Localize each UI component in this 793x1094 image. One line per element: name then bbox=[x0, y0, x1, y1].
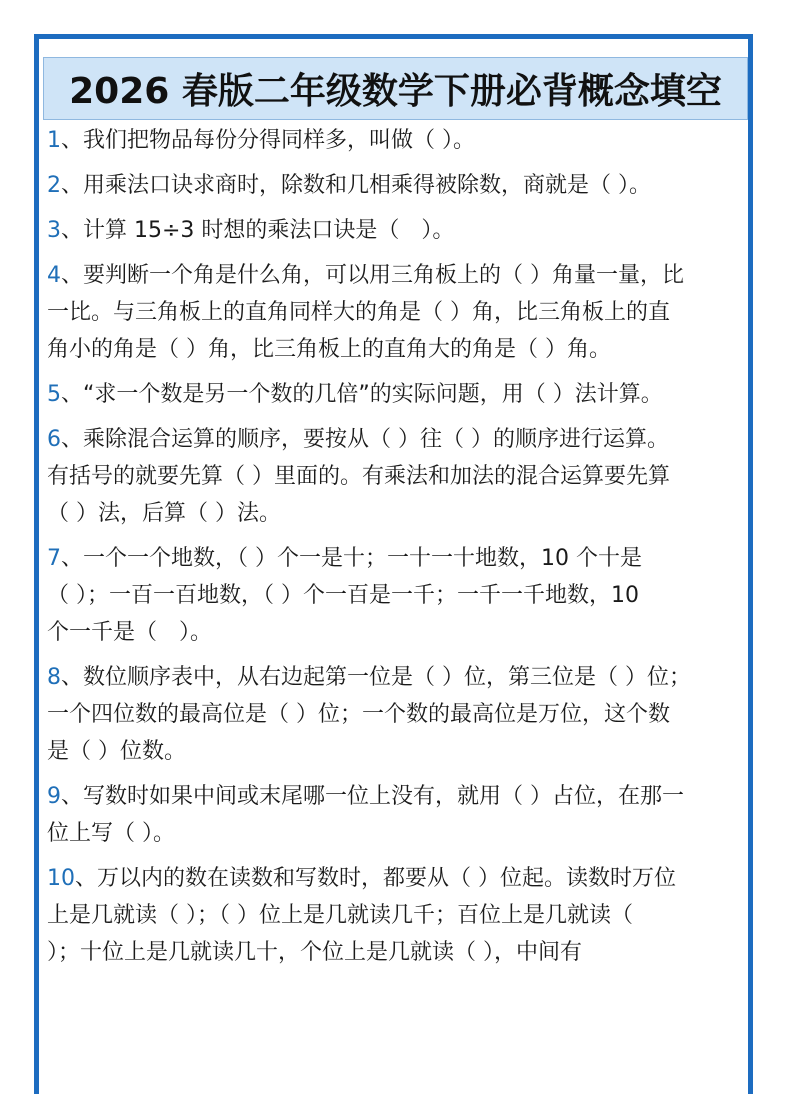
question-separator: 、 bbox=[75, 866, 98, 891]
question-text: “求一个数是另一个数的几倍”的实际问题，用（ ）法计算。 bbox=[83, 382, 663, 407]
question-number: 9 bbox=[47, 784, 61, 809]
question-text: 位上写（ ）。 bbox=[47, 821, 175, 846]
question-item-4 bbox=[47, 257, 752, 368]
question-text: 上是几就读（ ）；（ ）位上是几就读几千；百位上是几就读（ bbox=[47, 903, 633, 928]
question-line bbox=[47, 614, 752, 651]
question-number: 5 bbox=[47, 382, 61, 407]
question-text: （ ）；一百一百地数，（ ）个一百是一千；一千一千地数，10 bbox=[47, 583, 639, 608]
question-text: 乘除混合运算的顺序，要按从（ ）往（ ）的顺序进行运算。 bbox=[83, 427, 670, 452]
question-item-2 bbox=[47, 167, 752, 204]
question-text: 用乘法口诀求商时，除数和几相乘得被除数，商就是（ ）。 bbox=[83, 173, 652, 198]
question-line bbox=[47, 458, 752, 495]
question-line bbox=[47, 294, 752, 331]
question-number: 8 bbox=[47, 665, 61, 690]
title-banner bbox=[43, 57, 748, 120]
question-item-5 bbox=[47, 376, 752, 413]
question-separator: 、 bbox=[61, 128, 84, 153]
question-separator: 、 bbox=[61, 784, 84, 809]
question-text: 写数时如果中间或末尾哪一位上没有，就用（ ）占位，在那一 bbox=[83, 784, 685, 809]
question-list bbox=[47, 122, 752, 979]
question-line bbox=[47, 934, 752, 971]
question-item-7 bbox=[47, 540, 752, 651]
question-line bbox=[47, 540, 752, 577]
question-separator: 、 bbox=[61, 173, 84, 198]
question-line bbox=[47, 167, 752, 204]
question-text: 角小的角是（ ）角，比三角板上的直角大的角是（ ）角。 bbox=[47, 337, 611, 362]
question-item-8 bbox=[47, 659, 752, 770]
question-item-6 bbox=[47, 421, 752, 532]
question-line bbox=[47, 733, 752, 770]
question-text: 是（ ）位数。 bbox=[47, 739, 186, 764]
question-separator: 、 bbox=[61, 263, 84, 288]
question-number: 6 bbox=[47, 427, 61, 452]
question-item-1 bbox=[47, 122, 752, 159]
question-line bbox=[47, 122, 752, 159]
question-line bbox=[47, 212, 752, 249]
question-text: 一个四位数的最高位是（ ）位；一个数的最高位是万位，这个数 bbox=[47, 702, 670, 727]
question-text: （ ）法，后算（ ）法。 bbox=[47, 501, 281, 526]
question-text: 有括号的就要先算（ ）里面的。有乘法和加法的混合运算要先算 bbox=[47, 464, 670, 489]
question-line bbox=[47, 495, 752, 532]
question-separator: 、 bbox=[61, 665, 84, 690]
question-line bbox=[47, 815, 752, 852]
page-title: 2026 春版二年级数学下册必背概念填空 bbox=[69, 71, 722, 112]
question-text: 计算 15÷3 时想的乘法口诀是（ ）。 bbox=[83, 218, 455, 243]
question-number: 7 bbox=[47, 546, 61, 571]
question-line bbox=[47, 257, 752, 294]
question-number: 2 bbox=[47, 173, 61, 198]
question-text: 我们把物品每份分得同样多，叫做（ ）。 bbox=[83, 128, 476, 153]
question-line bbox=[47, 421, 752, 458]
question-text: 万以内的数在读数和写数时，都要从（ ）位起。读数时万位 bbox=[97, 866, 677, 891]
question-item-10 bbox=[47, 860, 752, 971]
question-text: 数位顺序表中，从右边起第一位是（ ）位，第三位是（ ）位； bbox=[83, 665, 692, 690]
question-line bbox=[47, 696, 752, 733]
question-item-3 bbox=[47, 212, 752, 249]
question-separator: 、 bbox=[61, 382, 84, 407]
question-line bbox=[47, 376, 752, 413]
question-line bbox=[47, 659, 752, 696]
question-text: 一个一个地数，（ ）个一是十；一十一十地数，10 个十是 bbox=[83, 546, 642, 571]
question-line bbox=[47, 577, 752, 614]
question-number: 3 bbox=[47, 218, 61, 243]
question-separator: 、 bbox=[61, 546, 84, 571]
question-separator: 、 bbox=[61, 427, 84, 452]
question-separator: 、 bbox=[61, 218, 84, 243]
question-text: ）；十位上是几就读几十，个位上是几就读（ ），中间有 bbox=[47, 940, 582, 965]
question-text: 一比。与三角板上的直角同样大的角是（ ）角，比三角板上的直 bbox=[47, 300, 670, 325]
question-number: 1 bbox=[47, 128, 61, 153]
question-number: 10 bbox=[47, 866, 75, 891]
question-item-9 bbox=[47, 778, 752, 852]
question-line bbox=[47, 331, 752, 368]
question-line bbox=[47, 860, 752, 897]
question-text: 个一千是（ ）。 bbox=[47, 620, 213, 645]
question-text: 要判断一个角是什么角，可以用三角板上的（ ）角量一量，比 bbox=[83, 263, 685, 288]
question-number: 4 bbox=[47, 263, 61, 288]
question-line bbox=[47, 897, 752, 934]
question-line bbox=[47, 778, 752, 815]
